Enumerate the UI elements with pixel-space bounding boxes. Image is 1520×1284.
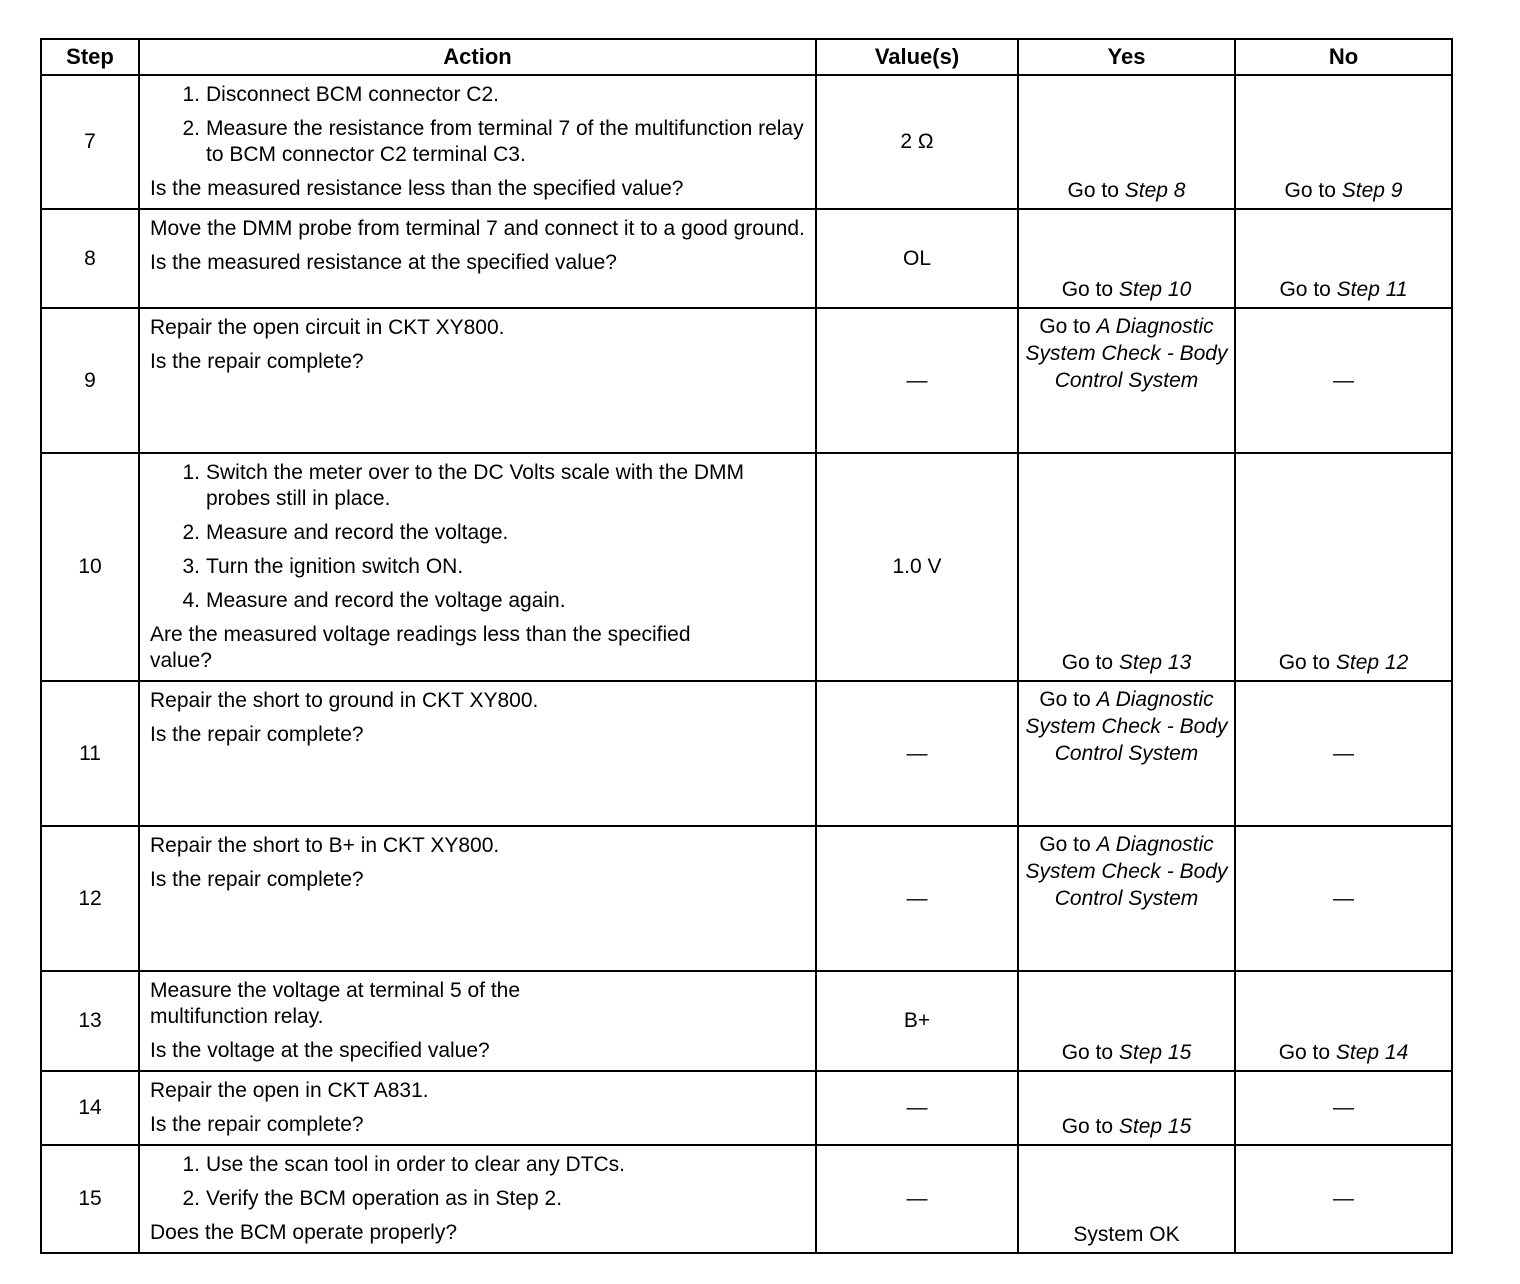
no-cell: — [1235,1071,1452,1145]
action-cell [139,75,816,209]
header-yes: Yes [1018,39,1235,75]
action-item: 3. Turn the ignition switch ON. [182,555,464,578]
table-row [41,681,1452,826]
action-cell [139,453,816,681]
header-row [41,39,1452,75]
no-link[interactable]: Step 9 [1341,179,1403,202]
value-cell: B+ [816,971,1018,1071]
step-number: 12 [41,826,139,971]
yes-cell: Go to Step 13 [1018,453,1235,681]
no-cell: Go to Step 11 [1235,209,1452,308]
step-number: 10 [41,453,139,681]
action-item: 1. Use the scan tool in order to clear any DTCs. [182,1153,626,1176]
header-action: Action [139,39,816,75]
action-text: Repair the short to ground in CKT XY800. [150,689,539,712]
action-item: 2. Measure the resistance from terminal 7 of the multifunction relay to BCM connector C2 terminal C3. [182,117,804,166]
no-link[interactable]: Step 14 [1335,1041,1409,1064]
step-number: 13 [41,971,139,1071]
action-item: 2. Measure and record the voltage. [182,521,509,544]
action-item: 1. Disconnect BCM connector C2. [182,83,499,106]
action-question: Are the measured voltage readings less than the specified value? [150,623,691,672]
no-cell: — [1235,826,1452,971]
yes-link[interactable]: A Diagnostic System Check - Body Control System [1025,833,1228,910]
yes-cell: Go to A Diagnostic System Check - Body Control System [1018,681,1235,826]
action-question: Is the repair complete? [150,723,364,746]
step-number: 9 [41,308,139,453]
value-cell: — [816,826,1018,971]
diagnostic-table [40,38,1453,1254]
table-row [41,1071,1452,1145]
action-question: Is the measured resistance less than the specified value? [150,177,684,200]
table-row [41,75,1452,209]
header-values: Value(s) [816,39,1018,75]
action-question: Is the measured resistance at the specified value? [150,251,617,274]
action-item: 2. Verify the BCM operation as in Step 2. [182,1187,563,1210]
value-cell: 1.0 V [816,453,1018,681]
value-cell: — [816,1071,1018,1145]
header-step: Step [41,39,139,75]
action-question: Is the repair complete? [150,350,364,373]
action-question: Does the BCM operate properly? [150,1221,457,1244]
yes-link[interactable]: Step 15 [1118,1041,1192,1064]
yes-link[interactable]: A Diagnostic System Check - Body Control System [1025,315,1228,392]
yes-cell: Go to Step 8 [1018,75,1235,209]
step-number: 8 [41,209,139,308]
action-text: Repair the open circuit in CKT XY800. [150,316,505,339]
yes-link[interactable]: Step 13 [1118,651,1192,674]
yes-link[interactable]: Step 10 [1118,278,1192,301]
table-row [41,971,1452,1071]
value-cell: — [816,681,1018,826]
yes-cell: Go to Step 10 [1018,209,1235,308]
no-cell: — [1235,1145,1452,1253]
step-number: 15 [41,1145,139,1253]
action-question: Is the repair complete? [150,868,364,891]
yes-cell: System OK [1018,1145,1235,1253]
action-question: Is the repair complete? [150,1113,364,1136]
no-cell: Go to Step 9 [1235,75,1452,209]
action-text: Measure the voltage at terminal 5 of the multifunction relay. [150,979,521,1028]
yes-link[interactable]: Step 15 [1118,1115,1192,1138]
yes-link[interactable]: Step 8 [1124,179,1186,202]
no-cell: — [1235,308,1452,453]
action-item: 4. Measure and record the voltage again. [182,589,566,612]
value-cell: — [816,1145,1018,1253]
table-row [41,209,1452,308]
action-cell [139,1071,816,1145]
action-cell [139,971,816,1071]
yes-cell: Go to Step 15 [1018,1071,1235,1145]
no-cell: Go to Step 12 [1235,453,1452,681]
table-row [41,826,1452,971]
action-cell [139,1145,816,1253]
action-text: Repair the open in CKT A831. [150,1079,429,1102]
action-question: Is the voltage at the specified value? [150,1039,490,1062]
yes-cell: Go to A Diagnostic System Check - Body Control System [1018,826,1235,971]
no-link[interactable]: Step 11 [1336,278,1408,301]
table-row [41,308,1452,453]
action-cell [139,209,816,308]
step-number: 7 [41,75,139,209]
table-row [41,1145,1452,1253]
action-item: 1. Switch the meter over to the DC Volts scale with the DMM probes still in place. [182,461,745,510]
value-cell: — [816,308,1018,453]
no-cell: — [1235,681,1452,826]
action-text: Move the DMM probe from terminal 7 and connect it to a good ground. [150,217,805,240]
value-cell: 2 Ω [816,75,1018,209]
yes-cell: Go to Step 15 [1018,971,1235,1071]
step-number: 11 [41,681,139,826]
action-text: Repair the short to B+ in CKT XY800. [150,834,500,857]
table-row [41,453,1452,681]
header-no: No [1235,39,1452,75]
action-cell [139,681,816,826]
value-cell: OL [816,209,1018,308]
action-cell [139,826,816,971]
no-cell: Go to Step 14 [1235,971,1452,1071]
no-link[interactable]: Step 12 [1335,651,1409,674]
yes-cell: Go to A Diagnostic System Check - Body Control System [1018,308,1235,453]
yes-link[interactable]: A Diagnostic System Check - Body Control System [1025,688,1228,765]
action-cell [139,308,816,453]
step-number: 14 [41,1071,139,1145]
